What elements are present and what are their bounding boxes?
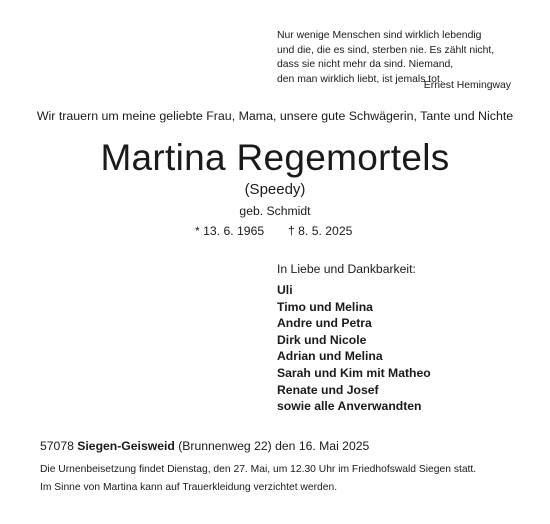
mourner-name: Timo und Melina <box>277 299 373 314</box>
mourners-intro: In Liebe und Dankbarkeit: <box>277 262 416 276</box>
mourner-name: Renate und Josef <box>277 382 379 397</box>
quote-block <box>277 29 494 87</box>
mourners-list <box>277 282 431 415</box>
quote-line-4: den man wirklich liebt, ist jemals tot. <box>277 73 443 85</box>
mourner-name: sowie alle Anverwandten <box>277 399 422 414</box>
quote-line-3: dass sie nicht mehr da sind. Niemand, <box>277 59 454 71</box>
address-street: (Brunnenweg 22) <box>178 439 272 453</box>
mourner-name: Sarah und Kim mit Matheo <box>277 365 431 380</box>
mourner-name: Adrian und Melina <box>277 349 383 364</box>
mourner-name: Andre und Petra <box>277 316 372 331</box>
clothing-info: Im Sinne von Martina kann auf Trauerkleidung verzichtet werden. <box>40 482 338 493</box>
address-zip: 57078 <box>40 439 74 453</box>
burial-info: Die Urnenbeisetzung findet Dienstag, den 27. Mai, um 12.30 Uhr im Friedhofswald Siegen statt. <box>40 464 477 475</box>
quote-line-1: Nur wenige Menschen sind wirklich lebendig <box>277 30 482 41</box>
quote-author: Ernest Hemingway <box>423 80 511 91</box>
address-date: den 16. Mai 2025 <box>275 439 370 453</box>
address-line <box>40 439 369 453</box>
death-date: † 8. 5. 2025 <box>288 224 353 238</box>
deceased-name: Martina Regemortels <box>100 137 450 178</box>
address-city: Siegen-Geisweid <box>77 439 175 453</box>
deceased-born-name: geb. Schmidt <box>239 204 311 218</box>
mourner-name: Dirk und Nicole <box>277 332 367 347</box>
deceased-nickname: (Speedy) <box>244 181 306 198</box>
birth-date: * 13. 6. 1965 <box>195 224 265 238</box>
quote-line-2: und die, die es sind, sterben nie. Es zählt nicht, <box>277 44 495 56</box>
mourner-name: Uli <box>277 283 293 297</box>
mourning-intro: Wir trauern um meine geliebte Frau, Mama, unsere gute Schwägerin, Tante und Nichte <box>36 109 514 123</box>
